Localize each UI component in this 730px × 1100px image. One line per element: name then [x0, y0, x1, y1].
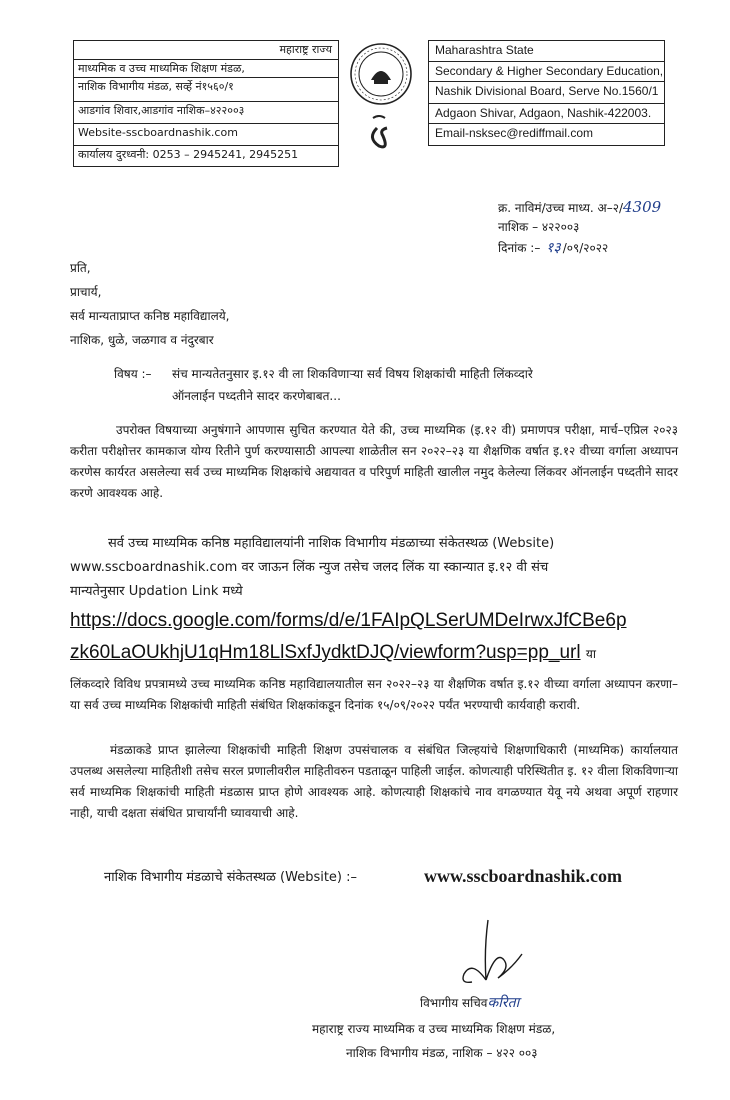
lh-mr-board: माध्यमिक व उच्च माध्यमिक शिक्षण मंडळ,: [74, 59, 338, 77]
handwritten-ref-number: 4309: [622, 198, 662, 216]
recipient-colleges: सर्व मान्यताप्राप्त कनिष्ठ महाविद्यालये,: [70, 309, 230, 323]
signatory-division: नाशिक विभागीय मंडळ, नाशिक – ४२२ ००३: [346, 1046, 538, 1060]
recipient-districts: नाशिक, धुळे, जळगाव व नंदुरबार: [70, 333, 214, 347]
letterhead: [73, 40, 663, 165]
subject-label: विषय :–: [114, 367, 152, 381]
lh-mr-website: Website-sscboardnashik.com: [74, 123, 338, 141]
lh-en-board: Secondary & Higher Secondary Education,: [429, 61, 664, 81]
lh-mr-phone: कार्यालय दुरध्वनी: 0253 – 2945241, 2945251: [74, 145, 338, 163]
website-line-label: नाशिक विभागीय मंडळाचे संकेतस्थळ (Website) :–: [104, 870, 358, 885]
lh-en-email: Email-nsksec@rediffmail.com: [429, 123, 664, 143]
recipient-to: प्रति,: [70, 261, 91, 275]
lh-en-address: Adgaon Shivar, Adgaon, Nashik-422003.: [429, 103, 664, 123]
google-form-link-line-1[interactable]: https://docs.google.com/forms/d/e/1FAIpQLSerUMDeIrwxJfCBe6p: [70, 610, 627, 631]
paragraph-2-line-3: मान्यतेनुसार Updation Link मध्ये: [70, 584, 243, 599]
lh-mr-state: महाराष्ट्र राज्य: [279, 43, 332, 56]
handwritten-date: १३: [546, 240, 561, 256]
lh-mr-address: आडगांव शिवार,आडगांव नाशिक–४२२००३: [74, 101, 338, 119]
handwritten-karita: करिता: [487, 995, 520, 1011]
lh-en-division: Nashik Divisional Board, Serve No.1560/1: [429, 81, 664, 101]
signatory-board: महाराष्ट्र राज्य माध्यमिक व उच्च माध्यमिक शिक्षण मंडळ,: [312, 1022, 556, 1036]
recipient-title: प्राचार्य,: [70, 285, 102, 299]
signatory-designation: विभागीय सचिवकरिता: [420, 995, 520, 1011]
board-seal-logo: [343, 40, 421, 165]
google-form-link-line-2[interactable]: zk60LaOUkhjU1qHm18LlSxfJydktDJQ/viewform?usp=pp_url या: [70, 642, 596, 663]
paragraph-2-line-2: www.sscboardnashik.com वर जाऊन लिंक न्युज तसेच जलद लिंक या स्कान्यात इ.१२ वी संच: [70, 560, 549, 575]
lh-en-state: Maharashtra State: [435, 43, 534, 57]
paragraph-1: उपरोक्त विषयाच्या अनुषंगाने आपणास सुचित करण्यात येते की, उच्च माध्यमिक (इ.१२ वी) प्रमाणपत्र परीक्षा, मार्च–एप्रिल २०२३ करीता परीक्षोत्तर कामकाज योग्य रितीने पुर्ण करण्यासाठी आपल्या शाळेतील सन २०२२–२३ या शैक्षणिक वर्षात इ.१२ वीच्या वर्गाला अध्यापन करणेस कार्यरत असलेल्या सर्व उच्च माध्यमिक शिक्षकांचे अद्ययावत व परिपुर्ण माहिती खालील नमुद केलेल्या लिंकवर ऑनलाईन पध्दतीने सादर करणे आवश्यक आहे.: [70, 423, 678, 500]
paragraph-2-line-1: सर्व उच्च माध्यमिक कनिष्ठ महाविद्यालयांनी नाशिक विभागीय मंडळाच्या संकेतस्थळ (Website): [108, 536, 555, 551]
letterhead-english-box: [428, 40, 665, 146]
link-suffix: या: [585, 647, 596, 661]
lh-mr-division: नाशिक विभागीय मंडळ, सर्व्हे नं१५६०/१: [74, 77, 338, 95]
website-url[interactable]: www.sscboardnashik.com: [424, 866, 623, 886]
handwritten-signature: [458, 916, 538, 992]
subject-line-2: ऑनलाईन पध्दतीने सादर करणेबाबत...: [172, 389, 341, 403]
reference-date: दिनांक :– १३ /०९/२०२२: [498, 240, 609, 256]
reference-place: नाशिक – ४२२००३: [498, 220, 580, 234]
paragraph-3: लिंकव्दारे विविध प्रपत्रामध्ये उच्च माध्यमिक कनिष्ठ महाविद्यालयातील सन २०२२–२३ या शैक्षणिक वर्षात इ.१२ वीच्या वर्गाला अध्यापन करणा–या सर्व उच्च माध्यमिक शिक्षकांची माहिती संबंधित शिक्षकांकडून दिनांक १५/०९/२०२२ पर्यंत भरण्याची कार्यवाही करावी.: [70, 677, 678, 712]
letterhead-marathi-box: [73, 40, 339, 167]
reference-number: क्र. नाविमं/उच्च माध्य. अ–२/4309: [498, 198, 662, 216]
paragraph-4: मंडळाकडे प्राप्त झालेल्या शिक्षकांची माहिती शिक्षण उपसंचालक व संबंधित जिल्हयांचे शिक्षणाधिकारी (माध्यमिक) कार्यालयात उपलब्ध असलेल्या माहितीशी तसेच सरल प्रणालीवरील माहितीवरुन पडताळून पाहिली जाईल. कोणत्याही परिस्थितीत इ. १२ वीला शिकविणाऱ्या सर्व माध्यमिक शिक्षकांची माहिती मंडळास प्राप्त होणे आवश्यक आहे. कोणत्याही शिक्षकांचे नाव वगळण्यात येवू नये अथवा अपूर्ण राहणार नाही, याची दक्षता संबंधित प्राचार्यांनी घ्यावयाची आहे.: [70, 743, 678, 820]
subject-line-1: संच मान्यतेतनुसार इ.१२ वी ला शिकविणाऱ्या सर्व विषय शिक्षकांची माहिती लिंकव्दारे: [172, 367, 533, 381]
